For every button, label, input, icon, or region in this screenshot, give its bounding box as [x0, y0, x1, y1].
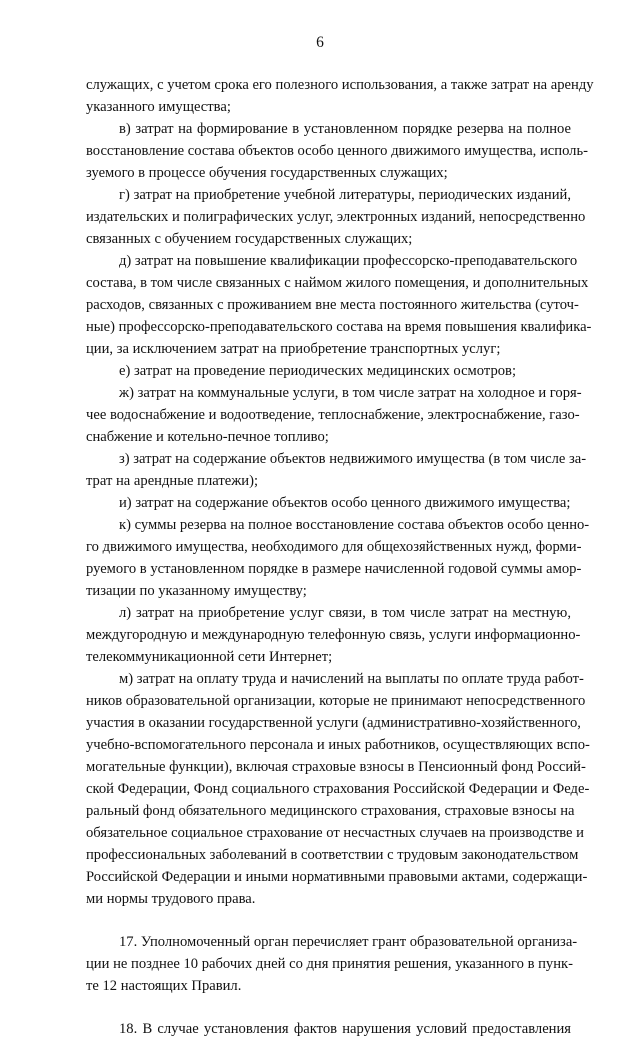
text-line: и) затрат на содержание объектов особо ценного движимого имущества;: [119, 495, 571, 511]
text-line: восстановление состава объектов особо ценного движимого имущества, исполь-: [86, 143, 588, 159]
text-line: профессиональных заболеваний в соответствии с трудовым законодательством: [86, 847, 579, 863]
text-line: междугородную и международную телефонную связь, услуги информационно-: [86, 627, 581, 643]
text-line: е) затрат на проведение периодических медицинских осмотров;: [119, 363, 516, 379]
text-line: состава, в том числе связанных с наймом жилого помещения, и дополнительных: [86, 275, 589, 291]
text-line: учебно-вспомогательного персонала и иных работников, осуществляющих вспо-: [86, 737, 590, 753]
text-line: к) суммы резерва на полное восстановление состава объектов особо ценно-: [119, 517, 590, 533]
text-line: г) затрат на приобретение учебной литературы, периодических изданий,: [119, 187, 571, 203]
text-line: связанных с обучением государственных служащих;: [86, 231, 413, 247]
text-line: снабжение и котельно-печное топливо;: [86, 429, 329, 445]
text-line: ников образовательной организации, которые не принимают непосредственного: [86, 693, 586, 709]
text-line: д) затрат на повышение квалификации профессорско-преподавательского: [119, 253, 578, 269]
text-line: зуемого в процессе обучения государственных служащих;: [86, 165, 448, 181]
text-line: ции, за исключением затрат на приобретение транспортных услуг;: [86, 341, 501, 357]
text-line: ральный фонд обязательного медицинского страхования, страховые взносы на: [86, 803, 575, 819]
page-number: 6: [316, 34, 324, 51]
paragraph-spacer: [86, 997, 571, 1018]
paragraph-spacer: [86, 910, 571, 931]
text-line: те 12 настоящих Правил.: [86, 978, 242, 994]
text-line: служащих, с учетом срока его полезного использования, а также затрат на аренду: [86, 77, 594, 93]
text-line: издательских и полиграфических услуг, электронных изданий, непосредственно: [86, 209, 586, 225]
document-body: [86, 74, 594, 1040]
text-line: 17. Уполномоченный орган перечисляет грант образовательной организа-: [119, 934, 578, 950]
text-line: л) затрат на приобретение услуг связи, в том числе затрат на местную,: [119, 605, 571, 621]
text-line: обязательное социальное страхование от несчастных случаев на производстве и: [86, 825, 584, 841]
text-line: указанного имущества;: [86, 99, 231, 115]
text-line: ции не позднее 10 рабочих дней со дня принятия решения, указанного в пунк-: [86, 956, 573, 972]
text-line: чее водоснабжение и водоотведение, теплоснабжение, электроснабжение, газо-: [86, 407, 580, 423]
text-line: тизации по указанному имуществу;: [86, 583, 307, 599]
text-line: могательные функции), включая страховые взносы в Пенсионный фонд Россий-: [86, 759, 586, 775]
text-line: Российской Федерации и иными нормативными правовыми актами, содержащи-: [86, 869, 588, 885]
text-line: руемого в установленном порядке в размере начисленной годовой суммы амор-: [86, 561, 582, 577]
text-line: телекоммуникационной сети Интернет;: [86, 649, 333, 665]
text-line: ской Федерации, Фонд социального страхования Российской Федерации и Феде-: [86, 781, 590, 797]
text-line: з) затрат на содержание объектов недвижимого имущества (в том числе за-: [119, 451, 587, 467]
text-line: ж) затрат на коммунальные услуги, в том числе затрат на холодное и горя-: [119, 385, 582, 401]
text-line: ные) профессорско-преподавательского состава на время повышения квалифика-: [86, 319, 592, 335]
text-line: 18. В случае установления фактов нарушения условий предоставления: [119, 1021, 571, 1037]
text-line: в) затрат на формирование в установленном порядке резерва на полное: [119, 121, 571, 137]
text-line: расходов, связанных с проживанием вне места постоянного жительства (суточ-: [86, 297, 579, 313]
text-line: трат на арендные платежи);: [86, 473, 258, 489]
text-line: участия в оказании государственной услуги (административно-хозяйственного,: [86, 715, 581, 731]
text-line: го движимого имущества, необходимого для общехозяйственных нужд, форми-: [86, 539, 582, 555]
text-line: м) затрат на оплату труда и начислений на выплаты по оплате труда работ-: [119, 671, 584, 687]
text-line: ми нормы трудового права.: [86, 891, 256, 907]
